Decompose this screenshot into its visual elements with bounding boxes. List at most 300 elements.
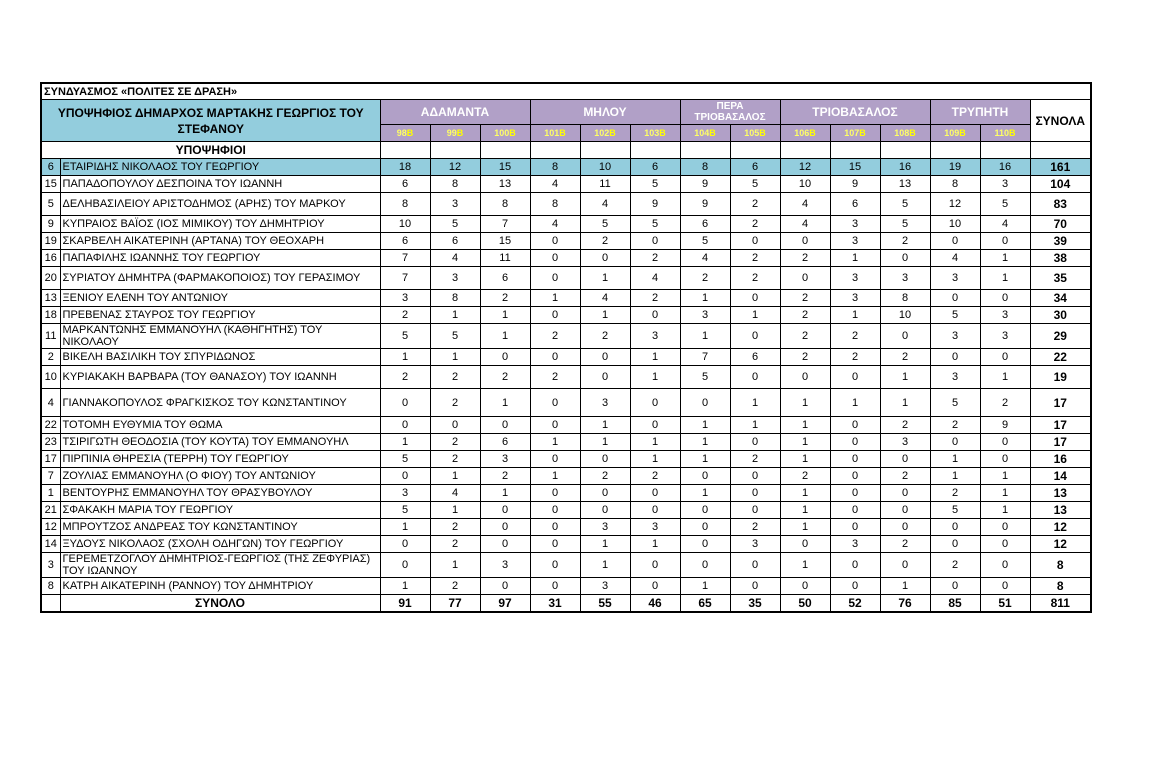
vote-count: 2	[980, 389, 1030, 417]
vote-count: 1	[580, 267, 630, 290]
vote-count: 0	[380, 389, 430, 417]
vote-count: 2	[730, 250, 780, 267]
station-id: 104	[694, 128, 710, 138]
station-number	[580, 125, 630, 142]
vote-count: 1	[580, 307, 630, 324]
station-suffix: Β	[659, 128, 666, 138]
candidate-number: 6	[41, 159, 60, 176]
vote-count: 0	[830, 468, 880, 485]
candidate-number: 4	[41, 389, 60, 417]
station-suffix: Β	[959, 128, 966, 138]
station-suffix: Β	[406, 128, 414, 138]
vote-count: 10	[380, 216, 430, 233]
empty-cell	[1030, 142, 1091, 159]
vote-count: 0	[380, 553, 430, 578]
table-row	[41, 434, 1091, 451]
vote-count: 3	[430, 193, 480, 216]
candidate-total: 35	[1030, 267, 1091, 290]
table-row	[41, 366, 1091, 389]
vote-count: 2	[780, 250, 830, 267]
candidate-total: 8	[1030, 578, 1091, 595]
vote-count: 4	[580, 193, 630, 216]
station-id: 101	[544, 128, 560, 138]
station-total: 31	[530, 595, 580, 613]
vote-count: 5	[380, 324, 430, 349]
station-total: 52	[830, 595, 880, 613]
vote-count: 9	[680, 193, 730, 216]
vote-count: 4	[430, 485, 480, 502]
vote-count: 0	[830, 553, 880, 578]
vote-count: 6	[480, 434, 530, 451]
candidate-name: ΔΕΛΗΒΑΣΙΛΕΙΟΥ ΑΡΙΣΤΟΔΗΜΟΣ (ΑΡΗΣ) ΤΟΥ ΜΑΡΚΟΥ	[60, 193, 380, 216]
vote-count: 3	[930, 267, 980, 290]
candidate-total: 13	[1030, 485, 1091, 502]
vote-count: 1	[980, 250, 1030, 267]
vote-count: 0	[680, 519, 730, 536]
vote-count: 0	[630, 485, 680, 502]
vote-count: 2	[730, 267, 780, 290]
vote-count: 2	[430, 451, 480, 468]
vote-count: 0	[630, 389, 680, 417]
candidate-name: ΚΑΤΡΗ ΑΙΚΑΤΕΡΙΝΗ (ΡΑΝΝΟΥ) ΤΟΥ ΔΗΜΗΤΡΙΟΥ	[60, 578, 380, 595]
vote-count: 1	[430, 553, 480, 578]
station-suffix: Β	[809, 128, 816, 138]
table-row	[41, 468, 1091, 485]
candidate-name: ΠΡΕΒΕΝΑΣ ΣΤΑΥΡΟΣ ΤΟΥ ΓΕΩΡΓΙΟΥ	[60, 307, 380, 324]
vote-count: 3	[680, 307, 730, 324]
candidate-total: 12	[1030, 519, 1091, 536]
vote-count: 5	[930, 502, 980, 519]
vote-count: 3	[830, 267, 880, 290]
vote-count: 0	[830, 366, 880, 389]
vote-count: 3	[730, 536, 780, 553]
sheet-title: ΣΥΝΔΥΑΣΜΟΣ «ΠΟΛΙΤΕΣ ΣΕ ΔΡΑΣΗ»	[41, 83, 1091, 100]
candidate-name: ΣΚΑΡΒΕΛΗ ΑΙΚΑΤΕΡΙΝΗ (ΑΡΤΑΝΑ) ΤΟΥ ΘΕΟΧΑΡΗ	[60, 233, 380, 250]
candidate-number: 1	[41, 485, 60, 502]
table-row	[41, 553, 1091, 578]
vote-count: 0	[980, 233, 1030, 250]
vote-count: 2	[730, 519, 780, 536]
candidate-total: 14	[1030, 468, 1091, 485]
vote-count: 2	[780, 290, 830, 307]
vote-count: 0	[830, 519, 880, 536]
station-total: 55	[580, 595, 630, 613]
empty-cell	[580, 142, 630, 159]
vote-count: 2	[730, 216, 780, 233]
vote-count: 6	[380, 233, 430, 250]
vote-count: 1	[780, 434, 830, 451]
vote-count: 0	[680, 553, 730, 578]
candidate-total: 13	[1030, 502, 1091, 519]
vote-count: 6	[380, 176, 430, 193]
station-id: 106	[794, 128, 810, 138]
vote-count: 6	[830, 193, 880, 216]
vote-count: 2	[580, 324, 630, 349]
station-id: 110	[994, 128, 1010, 138]
station-total: 46	[630, 595, 680, 613]
vote-count: 1	[680, 451, 730, 468]
vote-count: 1	[980, 485, 1030, 502]
vote-count: 3	[380, 485, 430, 502]
table-row	[41, 193, 1091, 216]
vote-count: 5	[980, 193, 1030, 216]
vote-count: 1	[380, 349, 430, 366]
vote-count: 0	[880, 451, 930, 468]
vote-count: 3	[930, 366, 980, 389]
vote-count: 0	[880, 502, 930, 519]
empty-cell	[530, 142, 580, 159]
vote-count: 1	[530, 434, 580, 451]
candidate-name: ΠΙΡΠΙΝΙΑ ΘΗΡΕΣΙΑ (ΤΕΡΡΗ) ΤΟΥ ΓΕΩΡΓΙΟΥ	[60, 451, 380, 468]
table-row	[41, 417, 1091, 434]
vote-count: 2	[430, 389, 480, 417]
candidate-total: 30	[1030, 307, 1091, 324]
vote-count: 2	[880, 536, 930, 553]
table-row	[41, 485, 1091, 502]
vote-count: 2	[880, 349, 930, 366]
station-suffix: Β	[456, 128, 464, 138]
vote-count: 0	[680, 502, 730, 519]
vote-count: 0	[530, 389, 580, 417]
candidate-number: 14	[41, 536, 60, 553]
vote-count: 2	[630, 290, 680, 307]
vote-count: 7	[380, 250, 430, 267]
vote-count: 1	[730, 389, 780, 417]
vote-count: 0	[380, 468, 430, 485]
station-id: 109	[944, 128, 960, 138]
vote-count: 0	[730, 324, 780, 349]
empty-cell	[41, 595, 60, 613]
vote-count: 3	[880, 267, 930, 290]
vote-count: 8	[480, 193, 530, 216]
vote-count: 0	[880, 553, 930, 578]
vote-count: 11	[480, 250, 530, 267]
vote-count: 1	[380, 578, 430, 595]
vote-count: 0	[480, 417, 530, 434]
candidate-name: ΤΟΤΟΜΗ ΕΥΘΥΜΙΑ ΤΟΥ ΘΩΜΑ	[60, 417, 380, 434]
vote-count: 0	[730, 553, 780, 578]
vote-count: 0	[530, 578, 580, 595]
grand-total: 811	[1030, 595, 1091, 613]
vote-count: 0	[680, 536, 730, 553]
vote-count: 5	[930, 389, 980, 417]
vote-count: 1	[630, 536, 680, 553]
vote-count: 0	[830, 502, 880, 519]
vote-count: 8	[380, 193, 430, 216]
vote-count: 2	[430, 434, 480, 451]
vote-count: 3	[830, 536, 880, 553]
vote-count: 0	[880, 485, 930, 502]
station-id: 103	[644, 128, 660, 138]
vote-count: 2	[630, 468, 680, 485]
vote-count: 2	[580, 233, 630, 250]
candidate-name: ΞΕΝΙΟΥ ΕΛΕΝΗ ΤΟΥ ΑΝΤΩΝΙΟΥ	[60, 290, 380, 307]
vote-count: 2	[480, 468, 530, 485]
area-header: ΤΡΙΟΒΑΣΑΛΟΣ	[780, 100, 930, 125]
vote-count: 1	[580, 536, 630, 553]
vote-count: 4	[430, 250, 480, 267]
vote-count: 2	[680, 267, 730, 290]
candidates-subheader: ΥΠΟΨΗΦΙΟΙ	[41, 142, 380, 159]
vote-count: 1	[430, 307, 480, 324]
vote-count: 1	[830, 307, 880, 324]
vote-count: 0	[530, 536, 580, 553]
vote-count: 5	[930, 307, 980, 324]
vote-count: 2	[430, 578, 480, 595]
vote-count: 8	[680, 159, 730, 176]
vote-count: 1	[480, 324, 530, 349]
vote-count: 1	[830, 389, 880, 417]
vote-count: 2	[380, 366, 430, 389]
vote-count: 8	[930, 176, 980, 193]
vote-count: 16	[880, 159, 930, 176]
results-table	[40, 82, 1092, 613]
vote-count: 4	[780, 216, 830, 233]
vote-count: 3	[830, 290, 880, 307]
vote-count: 3	[480, 451, 530, 468]
vote-count: 1	[480, 307, 530, 324]
vote-count: 0	[630, 502, 680, 519]
candidate-name: ΒΕΝΤΟΥΡΗΣ ΕΜΜΑΝΟΥΗΛ ΤΟΥ ΘΡΑΣΥΒΟΥΛΟΥ	[60, 485, 380, 502]
vote-count: 5	[630, 216, 680, 233]
candidate-name: ΣΥΡΙΑΤΟΥ ΔΗΜΗΤΡΑ (ΦΑΡΜΑΚΟΠΟΙΟΣ) ΤΟΥ ΓΕΡΑΣΙΜΟΥ	[60, 267, 380, 290]
vote-count: 0	[530, 485, 580, 502]
vote-count: 7	[380, 267, 430, 290]
vote-count: 2	[630, 250, 680, 267]
candidate-number: 16	[41, 250, 60, 267]
empty-cell	[830, 142, 880, 159]
vote-count: 2	[480, 290, 530, 307]
empty-cell	[430, 142, 480, 159]
vote-count: 5	[880, 216, 930, 233]
vote-count: 0	[880, 250, 930, 267]
vote-count: 5	[680, 366, 730, 389]
vote-count: 1	[630, 366, 680, 389]
vote-count: 3	[880, 434, 930, 451]
vote-count: 1	[530, 468, 580, 485]
candidate-total: 34	[1030, 290, 1091, 307]
candidate-number: 22	[41, 417, 60, 434]
vote-count: 5	[730, 176, 780, 193]
vote-count: 3	[630, 324, 680, 349]
vote-count: 3	[830, 233, 880, 250]
station-id: 107	[844, 128, 860, 138]
station-number	[630, 125, 680, 142]
vote-count: 0	[630, 553, 680, 578]
candidate-number: 21	[41, 502, 60, 519]
area-header-row	[41, 100, 1091, 125]
candidate-name: ΞΥΔΟΥΣ ΝΙΚΟΛΑΟΣ (ΣΧΟΛΗ ΟΔΗΓΩΝ) ΤΟΥ ΓΕΩΡΓΙΟΥ	[60, 536, 380, 553]
vote-count: 0	[630, 417, 680, 434]
candidate-number: 13	[41, 290, 60, 307]
empty-cell	[930, 142, 980, 159]
station-number	[780, 125, 830, 142]
candidate-name: ΚΥΠΡΑΙΟΣ ΒΑΪΟΣ (ΙΟΣ ΜΙΜΙΚΟΥ) ΤΟΥ ΔΗΜΗΤΡΙΟΥ	[60, 216, 380, 233]
vote-count: 1	[630, 451, 680, 468]
vote-count: 0	[730, 290, 780, 307]
candidate-total: 19	[1030, 366, 1091, 389]
vote-count: 3	[830, 216, 880, 233]
candidate-number: 7	[41, 468, 60, 485]
candidate-number: 2	[41, 349, 60, 366]
vote-count: 1	[580, 434, 630, 451]
vote-count: 2	[830, 324, 880, 349]
candidate-number: 20	[41, 267, 60, 290]
vote-count: 10	[780, 176, 830, 193]
vote-count: 0	[930, 434, 980, 451]
station-total: 50	[780, 595, 830, 613]
table-row	[41, 324, 1091, 349]
totals-header: ΣΥΝΟΛΑ	[1030, 100, 1091, 142]
table-row	[41, 389, 1091, 417]
vote-count: 0	[980, 519, 1030, 536]
vote-count: 2	[530, 324, 580, 349]
vote-count: 2	[930, 553, 980, 578]
vote-count: 1	[780, 553, 830, 578]
vote-count: 0	[730, 233, 780, 250]
area-header: ΤΡΥΠΗΤΗ	[930, 100, 1030, 125]
vote-count: 0	[930, 519, 980, 536]
vote-count: 0	[480, 349, 530, 366]
vote-count: 19	[930, 159, 980, 176]
candidate-total: 70	[1030, 216, 1091, 233]
candidate-total: 17	[1030, 389, 1091, 417]
empty-cell	[630, 142, 680, 159]
vote-count: 1	[780, 485, 830, 502]
candidates-subheader-row	[41, 142, 1091, 159]
vote-count: 6	[730, 349, 780, 366]
vote-count: 6	[730, 159, 780, 176]
vote-count: 0	[930, 578, 980, 595]
vote-count: 1	[780, 519, 830, 536]
vote-count: 10	[580, 159, 630, 176]
area-header: ΑΔΑΜΑΝΤΑ	[380, 100, 530, 125]
vote-count: 4	[680, 250, 730, 267]
vote-count: 15	[480, 159, 530, 176]
station-number	[930, 125, 980, 142]
vote-count: 7	[480, 216, 530, 233]
vote-count: 0	[780, 233, 830, 250]
vote-count: 0	[980, 553, 1030, 578]
vote-count: 2	[930, 417, 980, 434]
vote-count: 0	[830, 451, 880, 468]
vote-count: 0	[830, 578, 880, 595]
table-row	[41, 307, 1091, 324]
vote-count: 2	[780, 324, 830, 349]
vote-count: 2	[880, 417, 930, 434]
vote-count: 1	[680, 417, 730, 434]
vote-count: 3	[480, 553, 530, 578]
station-suffix: Β	[609, 128, 616, 138]
vote-count: 2	[380, 307, 430, 324]
empty-cell	[780, 142, 830, 159]
vote-count: 1	[680, 578, 730, 595]
vote-count: 3	[630, 519, 680, 536]
empty-cell	[380, 142, 430, 159]
candidate-name: ΓΙΑΝΝΑΚΟΠΟΥΛΟΣ ΦΡΑΓΚΙΣΚΟΣ ΤΟΥ ΚΩΝΣΤΑΝΤΙΝΟΥ	[60, 389, 380, 417]
vote-count: 13	[480, 176, 530, 193]
station-number	[530, 125, 580, 142]
station-number	[380, 125, 430, 142]
vote-count: 0	[730, 366, 780, 389]
vote-count: 0	[830, 417, 880, 434]
vote-count: 0	[530, 553, 580, 578]
vote-count: 0	[480, 519, 530, 536]
vote-count: 5	[680, 233, 730, 250]
station-id: 98	[396, 128, 407, 138]
vote-count: 1	[780, 417, 830, 434]
vote-count: 0	[530, 250, 580, 267]
vote-count: 5	[380, 502, 430, 519]
table-row	[41, 519, 1091, 536]
vote-count: 4	[530, 176, 580, 193]
vote-count: 9	[980, 417, 1030, 434]
vote-count: 12	[930, 193, 980, 216]
vote-count: 1	[480, 389, 530, 417]
vote-count: 11	[580, 176, 630, 193]
table-row	[41, 176, 1091, 193]
vote-count: 0	[580, 349, 630, 366]
candidate-name: ΕΤΑΙΡΙΔΗΣ ΝΙΚΟΛΑΟΣ ΤΟΥ ΓΕΩΡΓΙΟΥ	[60, 159, 380, 176]
vote-count: 0	[480, 502, 530, 519]
vote-count: 4	[930, 250, 980, 267]
vote-count: 1	[830, 250, 880, 267]
vote-count: 6	[430, 233, 480, 250]
candidate-total: 29	[1030, 324, 1091, 349]
vote-count: 6	[630, 159, 680, 176]
vote-count: 2	[430, 536, 480, 553]
vote-count: 4	[530, 216, 580, 233]
station-suffix: Β	[559, 128, 566, 138]
vote-count: 18	[380, 159, 430, 176]
vote-count: 15	[830, 159, 880, 176]
vote-count: 0	[980, 578, 1030, 595]
candidate-name: ΒΙΚΕΛΗ ΒΑΣΙΛΙΚΗ ΤΟΥ ΣΠΥΡΙΔΩΝΟΣ	[60, 349, 380, 366]
candidate-name: ΠΑΠΑΔΟΠΟΥΛΟΥ ΔΕΣΠΟΙΝΑ ΤΟΥ ΙΩΑΝΝΗ	[60, 176, 380, 193]
station-id: 100	[494, 128, 510, 138]
table-row	[41, 159, 1091, 176]
vote-count: 4	[630, 267, 680, 290]
vote-count: 1	[980, 502, 1030, 519]
vote-count: 0	[380, 536, 430, 553]
vote-count: 12	[430, 159, 480, 176]
vote-count: 10	[880, 307, 930, 324]
station-suffix: Β	[759, 128, 766, 138]
candidate-number: 19	[41, 233, 60, 250]
vote-count: 2	[780, 349, 830, 366]
vote-count: 1	[780, 389, 830, 417]
vote-count: 0	[630, 307, 680, 324]
station-total: 51	[980, 595, 1030, 613]
station-total: 65	[680, 595, 730, 613]
candidate-name: ΚΥΡΙΑΚΑΚΗ ΒΑΡΒΑΡΑ (ΤΟΥ ΘΑΝΑΣΟΥ) ΤΟΥ ΙΩΑΝΝΗ	[60, 366, 380, 389]
vote-count: 2	[480, 366, 530, 389]
vote-count: 1	[580, 417, 630, 434]
table-row	[41, 267, 1091, 290]
vote-count: 3	[580, 519, 630, 536]
vote-count: 0	[730, 485, 780, 502]
vote-count: 0	[980, 290, 1030, 307]
vote-count: 0	[730, 502, 780, 519]
vote-count: 0	[530, 519, 580, 536]
station-suffix: Β	[1009, 128, 1016, 138]
vote-count: 1	[380, 434, 430, 451]
vote-count: 1	[430, 349, 480, 366]
vote-count: 1	[630, 349, 680, 366]
vote-count: 0	[780, 366, 830, 389]
area-header: ΠΕΡΑ ΤΡΙΟΒΑΣΑΛΟΣ	[680, 100, 780, 125]
vote-count: 1	[930, 468, 980, 485]
